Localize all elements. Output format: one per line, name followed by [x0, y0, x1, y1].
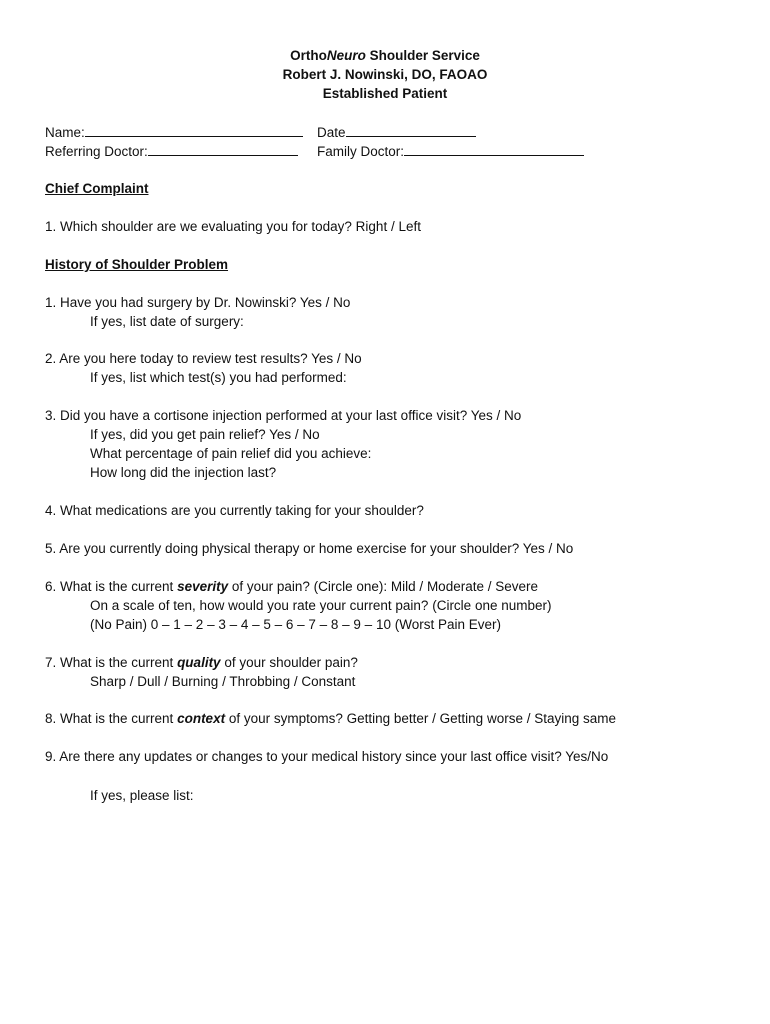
question-5: 5. Are you currently doing physical therapy or home exercise for your shoulder? Yes / No — [45, 541, 574, 556]
question-6 — [45, 579, 538, 594]
name-field — [45, 124, 303, 140]
question-6-scale-prompt: On a scale of ten, how would you rate your current pain? (Circle one number) — [90, 598, 552, 613]
question-7-options: Sharp / Dull / Burning / Throbbing / Constant — [90, 674, 356, 689]
referring-doctor-field — [45, 143, 298, 159]
name-blank[interactable] — [85, 124, 303, 137]
question-1: 1. Have you had surgery by Dr. Nowinski? Yes / No — [45, 295, 351, 310]
referring-doctor-blank[interactable] — [148, 143, 298, 156]
question-3-followup-percentage: What percentage of pain relief did you achieve: — [90, 446, 372, 461]
question-7-text-a: 7. What is the current — [45, 655, 178, 670]
question-7-text-b: of your shoulder pain? — [220, 655, 358, 670]
question-2-followup: If yes, list which test(s) you had performed: — [90, 370, 347, 385]
question-8-text-a: 8. What is the current — [45, 711, 178, 726]
question-3: 3. Did you have a cortisone injection performed at your last office visit? Yes / No — [45, 408, 522, 423]
name-label: Name: — [45, 125, 85, 140]
family-doctor-field — [317, 143, 584, 159]
date-label: Date — [317, 125, 346, 140]
question-8 — [45, 711, 616, 726]
family-doctor-label: Family Doctor: — [317, 144, 405, 159]
question-4: 4. What medications are you currently taking for your shoulder? — [45, 503, 424, 518]
service-title-suffix: Shoulder Service — [365, 48, 480, 63]
question-3-followup-duration: How long did the injection last? — [90, 465, 277, 480]
service-title — [0, 48, 770, 63]
question-6-text-b: of your pain? (Circle one): Mild / Moderate / Severe — [228, 579, 538, 594]
question-1-followup: If yes, list date of surgery: — [90, 314, 244, 329]
question-8-text-b: of your symptoms? Getting better / Getting worse / Staying same — [225, 711, 616, 726]
family-doctor-blank[interactable] — [404, 143, 584, 156]
chief-question-1: 1. Which shoulder are we evaluating you for today? Right / Left — [45, 219, 421, 234]
question-6-emphasis: severity — [177, 579, 229, 594]
question-3-followup-relief: If yes, did you get pain relief? Yes / No — [90, 427, 320, 442]
patient-type: Established Patient — [322, 86, 448, 101]
service-title-prefix: Ortho — [290, 48, 327, 63]
date-blank[interactable] — [346, 124, 476, 137]
question-9: 9. Are there any updates or changes to your medical history since your last office visit? Yes/No — [45, 749, 609, 764]
question-9-followup: If yes, please list: — [90, 788, 194, 803]
doctor-name: Robert J. Nowinski, DO, FAOAO — [282, 67, 488, 82]
question-7 — [45, 655, 358, 670]
history-heading: History of Shoulder Problem — [45, 257, 229, 272]
question-7-emphasis: quality — [177, 655, 221, 670]
referring-doctor-label: Referring Doctor: — [45, 144, 148, 159]
question-8-emphasis: context — [177, 711, 226, 726]
question-6-text-a: 6. What is the current — [45, 579, 178, 594]
question-2: 2. Are you here today to review test results? Yes / No — [45, 351, 362, 366]
service-title-italic: Neuro — [326, 48, 366, 63]
question-6-pain-scale: (No Pain) 0 – 1 – 2 – 3 – 4 – 5 – 6 – 7 – 8 – 9 – 10 (Worst Pain Ever) — [90, 617, 501, 632]
chief-complaint-heading: Chief Complaint — [45, 181, 149, 196]
date-field — [317, 124, 476, 140]
